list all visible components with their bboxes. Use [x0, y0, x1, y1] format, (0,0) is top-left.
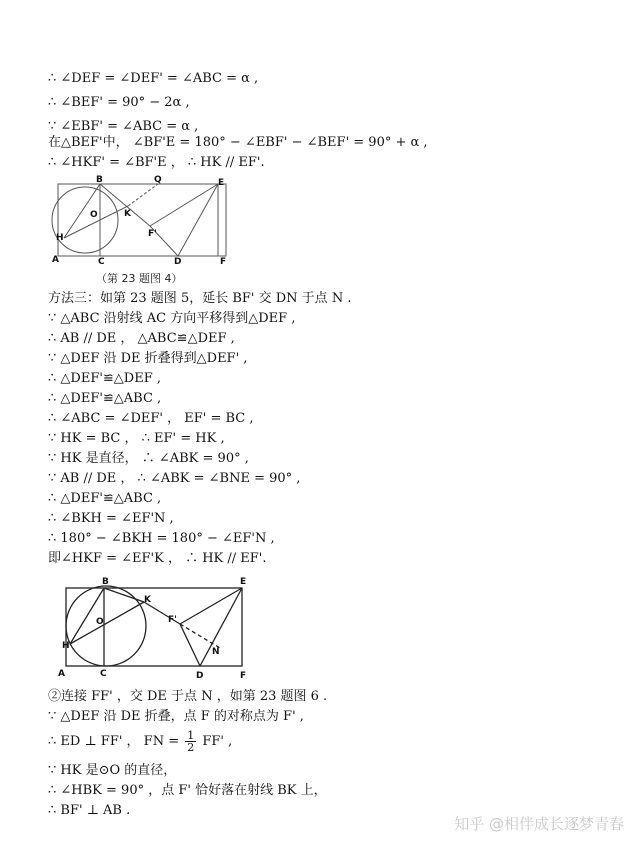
label-C: C	[100, 669, 107, 679]
label-C: C	[98, 257, 105, 264]
label-D: D	[196, 671, 204, 680]
label-B: B	[102, 577, 109, 587]
text-line: ∴ 180° − ∠BKH = 180° − ∠EF'N ,	[48, 531, 275, 546]
text-line: ∴ ∠HBK = 90° ，点 F' 恰好落在射线 BK 上，	[48, 783, 327, 798]
text-line: ∴ ∠HKF' = ∠BF'E ， ∴ HK // EF'.	[48, 155, 265, 170]
text-line: ∵ △DEF 沿 DE 折叠，点 F 的对称点为 F' ,	[48, 709, 304, 724]
text-line: ∵ △DEF 沿 DE 折叠得到△DEF' ,	[48, 351, 248, 366]
text-line: ∴ △DEF'≌△ABC ,	[48, 391, 162, 406]
label-K: K	[124, 209, 131, 219]
text-line: 在△BEF'中， ∠BF'E = 180° − ∠EBF' − ∠BEF' = 90° + α ,	[48, 135, 428, 150]
text-line: ∴ ∠BKH = ∠EF'N ,	[48, 511, 174, 526]
label-N: N	[212, 647, 220, 657]
label-F-prime: F'	[148, 229, 157, 239]
text-line: ∴ ∠ABC = ∠DEF' ， EF' = BC ,	[48, 411, 254, 426]
text-line: ∵ HK 是⊙O 的直径，	[48, 763, 177, 778]
label-D: D	[174, 257, 182, 264]
label-F: F	[240, 671, 247, 680]
label-A: A	[58, 669, 65, 679]
label-F: F	[220, 257, 227, 264]
text-line: 方法三：如第 23 题图 5，延长 BF' 交 DN 于点 N .	[48, 291, 352, 306]
label-O: O	[96, 617, 104, 627]
label-E: E	[240, 577, 247, 587]
label-E: E	[218, 178, 225, 188]
text-line: ∵ HK = BC ， ∴ EF' = HK ,	[48, 431, 225, 446]
figure-4-caption: （第 23 题图 4）	[96, 272, 183, 285]
fraction-numerator: 1	[187, 729, 195, 742]
fraction-prefix: ∴ ED ⊥ FF' ， FN =	[48, 734, 180, 749]
label-O: O	[90, 210, 98, 220]
text-line: ∴ ∠DEF = ∠DEF' = ∠ABC = α ,	[48, 71, 259, 86]
label-Q: Q	[154, 175, 162, 185]
label-A: A	[52, 255, 59, 264]
text-line: 即∠HKF = ∠EF'K ， ∴ HK // EF'.	[48, 551, 267, 566]
figure-5	[56, 574, 256, 680]
label-K: K	[144, 595, 151, 605]
figure-4	[50, 172, 240, 264]
label-B: B	[96, 175, 103, 185]
text-line: ∴ ∠BEF' = 90° − 2α ,	[48, 95, 190, 110]
fraction-suffix: FF' ,	[202, 734, 233, 749]
text-line: ∵ △ABC 沿射线 AC 方向平移得到△DEF ,	[48, 311, 296, 326]
text-line: ∴ △DEF'≌△ABC ,	[48, 491, 162, 506]
label-H: H	[56, 233, 64, 243]
text-line: ∴ AB // DE ， △ABC≌△DEF ,	[48, 331, 235, 346]
watermark: 知乎 @相伴成长逐梦青春	[454, 815, 624, 833]
text-line: ∵ AB // DE ， ∴ ∠ABK = ∠BNE = 90° ,	[48, 471, 301, 486]
label-F-prime: F'	[168, 615, 177, 625]
fraction-denominator: 2	[187, 741, 195, 754]
label-H: H	[62, 641, 70, 651]
fraction-line	[48, 730, 232, 754]
fraction	[185, 730, 196, 753]
text-line: ∴ △DEF'≌△DEF ,	[48, 371, 161, 386]
text-line: ∴ BF' ⊥ AB .	[48, 803, 131, 818]
text-line: ∵ ∠EBF' = ∠ABC = α ,	[48, 119, 199, 134]
text-line: ∵ HK 是直径， ∴ ∠ABK = 90° ,	[48, 451, 249, 466]
text-line: ②连接 FF' ，交 DE 于点 N ，如第 23 题图 6 .	[48, 689, 328, 704]
